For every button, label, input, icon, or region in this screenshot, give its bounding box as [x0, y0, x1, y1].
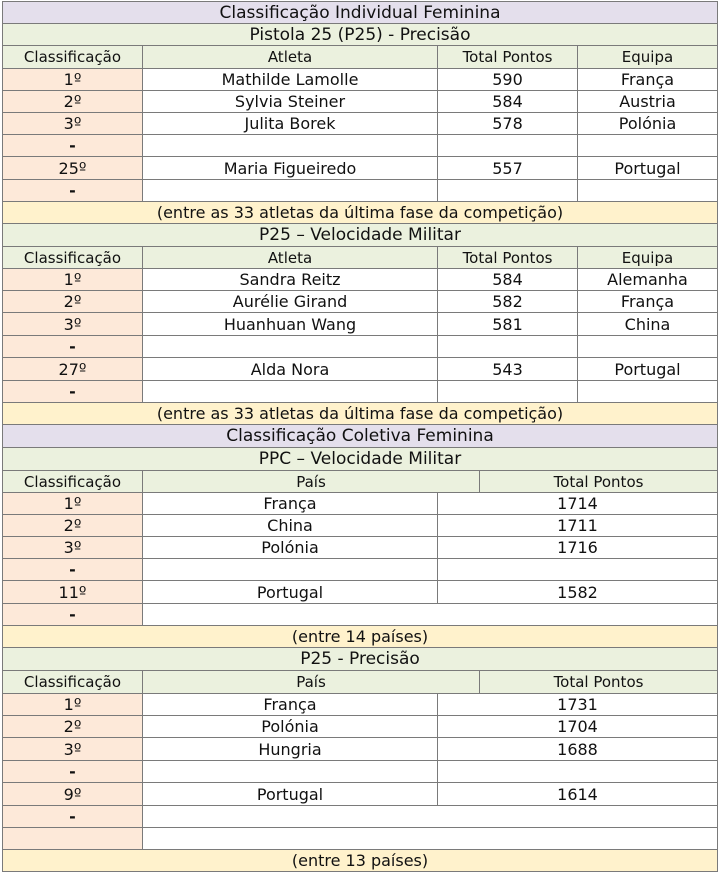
rank-cell: 2º — [2, 90, 143, 113]
section3-note: (entre 14 países) — [2, 625, 718, 648]
points-cell: 1582 — [437, 580, 718, 604]
rank-cell: - — [2, 805, 143, 828]
points-cell: 1688 — [437, 737, 718, 761]
points-cell: 590 — [437, 68, 578, 91]
section3-subtitle-row — [2, 448, 718, 472]
points-cell: 1614 — [437, 782, 718, 806]
athlete-cell: Alda Nora — [142, 357, 438, 381]
athlete-cell — [142, 134, 438, 157]
rank-cell: - — [2, 760, 143, 783]
section4-spacer-row — [2, 828, 718, 851]
header-equipa: Equipa — [577, 45, 718, 69]
points-cell: 584 — [437, 268, 578, 291]
table-row — [2, 336, 718, 359]
header-equipa: Equipa — [577, 246, 718, 269]
header-classificacao: Classificação — [2, 670, 143, 694]
team-cell: Alemanha — [577, 268, 718, 291]
country-cell: China — [142, 514, 438, 537]
team-cell — [577, 380, 718, 403]
table-row — [2, 291, 718, 314]
header-total-pontos: Total Pontos — [437, 45, 578, 69]
team-cell: Polónia — [577, 112, 718, 135]
country-cell: Portugal — [142, 782, 438, 806]
team-cell: França — [577, 68, 718, 91]
section1-title-row — [2, 2, 718, 25]
table-row — [2, 269, 718, 292]
athlete-cell — [142, 380, 438, 403]
rank-cell-blank — [2, 827, 143, 850]
athlete-cell — [142, 335, 438, 358]
table-row — [2, 157, 718, 181]
athlete-cell — [142, 179, 438, 202]
section1-title: Classificação Individual Feminina — [2, 1, 718, 24]
points-cell — [437, 134, 578, 157]
rank-cell: 2º — [2, 290, 143, 313]
section3-header-row — [2, 471, 718, 494]
empty-cell — [142, 827, 718, 850]
table-row — [2, 515, 718, 538]
rank-cell: 3º — [2, 112, 143, 135]
section4-note: (entre 13 países) — [2, 849, 718, 872]
empty-cell — [142, 805, 718, 828]
athlete-cell: Sandra Reitz — [142, 268, 438, 291]
rank-cell: 3º — [2, 536, 143, 559]
points-cell: 1731 — [437, 693, 718, 716]
section1-note: (entre as 33 atletas da última fase da competição) — [2, 201, 718, 224]
rank-cell: - — [2, 134, 143, 157]
section1-header-row — [2, 46, 718, 70]
header-pais: País — [142, 670, 480, 694]
rank-cell: - — [2, 380, 143, 403]
section1-note-row — [2, 202, 718, 225]
table-row — [2, 537, 718, 560]
rank-cell: 27º — [2, 357, 143, 381]
points-cell: 582 — [437, 290, 578, 313]
table-row — [2, 113, 718, 136]
section4-note-row — [2, 850, 718, 873]
athlete-cell: Sylvia Steiner — [142, 90, 438, 113]
rank-cell: - — [2, 179, 143, 202]
points-cell — [437, 335, 578, 358]
points-cell: 578 — [437, 112, 578, 135]
rank-cell: 2º — [2, 514, 143, 537]
country-cell: França — [142, 693, 438, 716]
section2-subtitle-row — [2, 224, 718, 248]
rank-cell: 1º — [2, 68, 143, 91]
athlete-cell: Aurélie Girand — [142, 290, 438, 313]
section2-note-row — [2, 403, 718, 426]
table-row — [2, 738, 718, 762]
points-cell: 1711 — [437, 514, 718, 537]
points-cell — [437, 380, 578, 403]
table-row — [2, 493, 718, 516]
country-cell: Portugal — [142, 580, 438, 604]
section3-note-row — [2, 626, 718, 649]
points-cell: 543 — [437, 357, 578, 381]
team-cell: Portugal — [577, 156, 718, 180]
team-cell: Austria — [577, 90, 718, 113]
athlete-cell: Maria Figueiredo — [142, 156, 438, 180]
section1-subtitle-row — [2, 24, 718, 47]
section1-subtitle: Pistola 25 (P25) - Precisão — [2, 23, 718, 46]
athlete-cell: Mathilde Lamolle — [142, 68, 438, 91]
points-cell: 584 — [437, 90, 578, 113]
table-row — [2, 180, 718, 203]
table-row — [2, 694, 718, 717]
athlete-cell: Julita Borek — [142, 112, 438, 135]
rank-cell: - — [2, 603, 143, 626]
section4-subtitle: P25 - Precisão — [2, 647, 718, 671]
section2-note: (entre as 33 atletas da última fase da competição) — [2, 402, 718, 425]
section2-header-row — [2, 247, 718, 270]
table-row — [2, 91, 718, 114]
section3-title: Classificação Coletiva Feminina — [2, 424, 718, 448]
table-row — [2, 69, 718, 92]
rank-cell: - — [2, 558, 143, 581]
rank-cell: 25º — [2, 156, 143, 180]
points-cell — [437, 760, 718, 783]
team-cell — [577, 134, 718, 157]
table-row — [2, 135, 718, 158]
points-cell: 1704 — [437, 715, 718, 738]
rank-cell: 1º — [2, 268, 143, 291]
header-total-pontos: Total Pontos — [479, 470, 718, 493]
table-row — [2, 559, 718, 582]
table-row — [2, 716, 718, 739]
section4-header-row — [2, 671, 718, 695]
rank-cell: 9º — [2, 782, 143, 806]
table-row — [2, 381, 718, 404]
table-row — [2, 783, 718, 807]
points-cell: 1714 — [437, 492, 718, 515]
table-row — [2, 604, 718, 627]
rank-cell: 1º — [2, 693, 143, 716]
header-total-pontos: Total Pontos — [437, 246, 578, 269]
points-cell — [437, 558, 718, 581]
points-cell: 557 — [437, 156, 578, 180]
athlete-cell: Huanhuan Wang — [142, 312, 438, 336]
points-cell — [437, 179, 578, 202]
country-cell: Polónia — [142, 536, 438, 559]
section3-subtitle: PPC – Velocidade Militar — [2, 447, 718, 471]
header-classificacao: Classificação — [2, 246, 143, 269]
table-row — [2, 358, 718, 382]
country-cell: Hungria — [142, 737, 438, 761]
header-atleta: Atleta — [142, 246, 438, 269]
section3-title-row — [2, 425, 718, 449]
section2-subtitle: P25 – Velocidade Militar — [2, 223, 718, 247]
empty-cell — [142, 603, 718, 626]
table-row — [2, 806, 718, 829]
header-classificacao: Classificação — [2, 470, 143, 493]
points-cell: 1716 — [437, 536, 718, 559]
header-pais: País — [142, 470, 480, 493]
team-cell: China — [577, 312, 718, 336]
team-cell — [577, 335, 718, 358]
table-row — [2, 581, 718, 605]
header-classificacao: Classificação — [2, 45, 143, 69]
team-cell: França — [577, 290, 718, 313]
rank-cell: 2º — [2, 715, 143, 738]
table-row — [2, 313, 718, 337]
table-row — [2, 761, 718, 784]
header-atleta: Atleta — [142, 45, 438, 69]
country-cell — [142, 760, 438, 783]
country-cell: França — [142, 492, 438, 515]
header-total-pontos: Total Pontos — [479, 670, 718, 694]
team-cell — [577, 179, 718, 202]
country-cell — [142, 558, 438, 581]
rank-cell: 11º — [2, 580, 143, 604]
points-cell: 581 — [437, 312, 578, 336]
rank-cell: 3º — [2, 737, 143, 761]
team-cell: Portugal — [577, 357, 718, 381]
section4-subtitle-row — [2, 648, 718, 672]
rank-cell: 3º — [2, 312, 143, 336]
rank-cell: 1º — [2, 492, 143, 515]
country-cell: Polónia — [142, 715, 438, 738]
rank-cell: - — [2, 335, 143, 358]
